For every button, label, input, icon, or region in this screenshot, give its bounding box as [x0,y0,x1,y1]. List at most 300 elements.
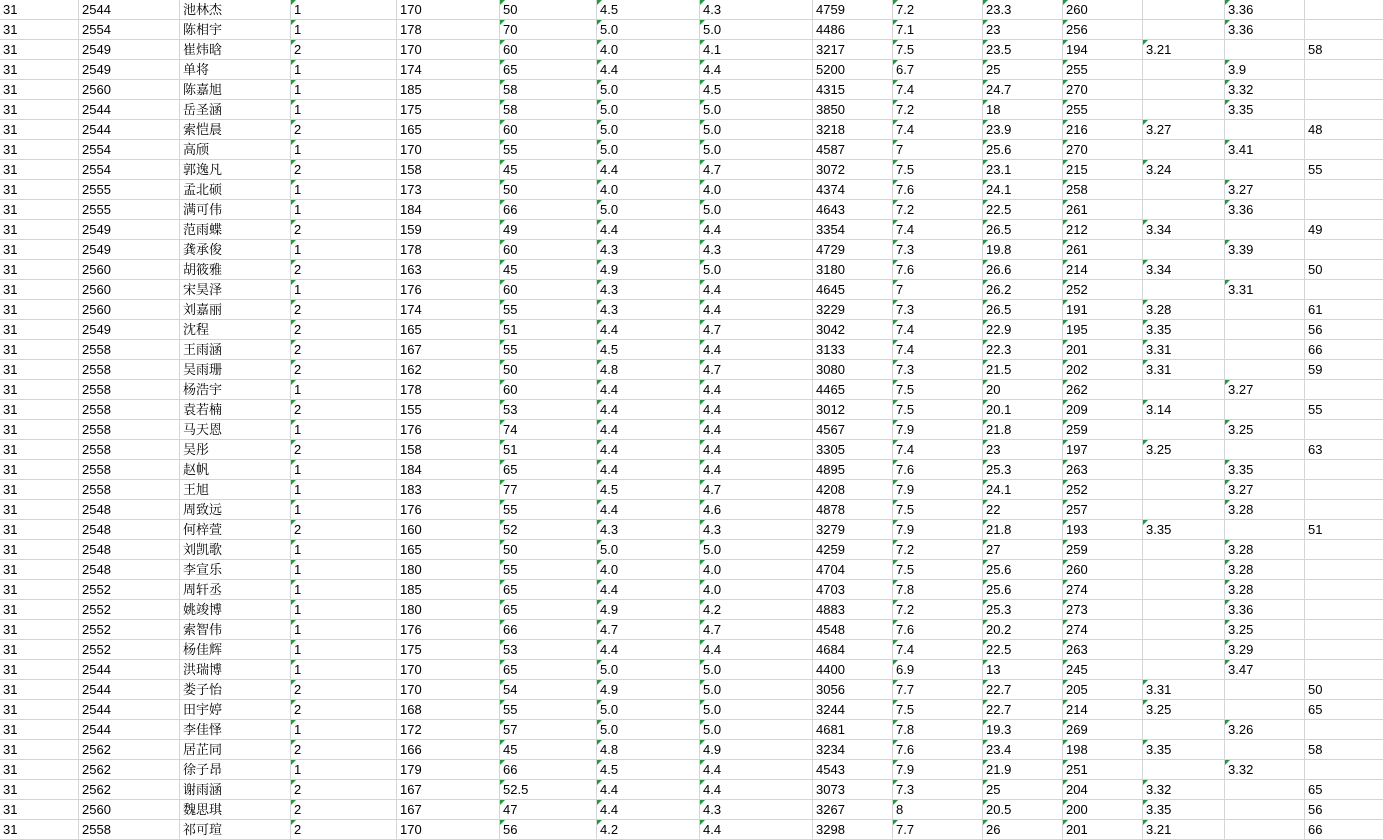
cell-gender[interactable]: 2 [291,440,397,460]
cell-grade[interactable]: 31 [0,420,79,440]
cell-value-c[interactable]: 6.9 [893,660,983,680]
cell-value-f[interactable] [1143,560,1225,580]
cell-score-b[interactable]: 5.0 [700,20,813,40]
cell-value-g[interactable]: 3.35 [1225,460,1305,480]
cell-value-d[interactable]: 20.2 [983,620,1063,640]
cell-weight[interactable]: 55 [500,140,597,160]
cell-value-h[interactable] [1305,80,1384,100]
cell-grade[interactable]: 31 [0,540,79,560]
cell-student-name[interactable]: 龚承俊 [180,240,291,260]
cell-value-d[interactable]: 21.8 [983,520,1063,540]
table-row[interactable] [0,460,1384,480]
cell-class-id[interactable]: 2544 [79,700,180,720]
cell-grade[interactable]: 31 [0,340,79,360]
cell-gender[interactable]: 1 [291,720,397,740]
cell-score-a[interactable]: 4.7 [597,620,700,640]
cell-value-c[interactable]: 7.9 [893,520,983,540]
cell-run-time[interactable]: 4704 [813,560,893,580]
cell-score-b[interactable]: 4.2 [700,600,813,620]
cell-height[interactable]: 174 [397,300,500,320]
cell-value-c[interactable]: 7.6 [893,620,983,640]
cell-value-e[interactable]: 259 [1063,540,1143,560]
table-row[interactable] [0,420,1384,440]
cell-run-time[interactable]: 4400 [813,660,893,680]
cell-student-name[interactable]: 姚竣博 [180,600,291,620]
cell-weight[interactable]: 70 [500,20,597,40]
cell-value-d[interactable]: 26.2 [983,280,1063,300]
cell-value-e[interactable]: 260 [1063,0,1143,20]
table-row[interactable] [0,40,1384,60]
cell-value-h[interactable]: 50 [1305,680,1384,700]
cell-value-f[interactable]: 3.31 [1143,340,1225,360]
cell-score-b[interactable]: 4.4 [700,280,813,300]
cell-value-e[interactable]: 252 [1063,280,1143,300]
cell-grade[interactable]: 31 [0,20,79,40]
cell-run-time[interactable]: 4645 [813,280,893,300]
cell-score-a[interactable]: 4.4 [597,380,700,400]
cell-value-f[interactable] [1143,180,1225,200]
cell-grade[interactable]: 31 [0,780,79,800]
cell-value-d[interactable]: 26.6 [983,260,1063,280]
cell-grade[interactable]: 31 [0,580,79,600]
cell-value-h[interactable] [1305,100,1384,120]
cell-weight[interactable]: 50 [500,360,597,380]
cell-score-b[interactable]: 4.4 [700,460,813,480]
cell-value-e[interactable]: 200 [1063,800,1143,820]
cell-value-d[interactable]: 25 [983,780,1063,800]
cell-class-id[interactable]: 2558 [79,420,180,440]
cell-score-b[interactable]: 4.0 [700,560,813,580]
cell-gender[interactable]: 2 [291,680,397,700]
cell-value-d[interactable]: 23.3 [983,0,1063,20]
cell-value-e[interactable]: 204 [1063,780,1143,800]
cell-value-c[interactable]: 7.7 [893,680,983,700]
cell-height[interactable]: 165 [397,120,500,140]
table-row[interactable] [0,640,1384,660]
cell-weight[interactable]: 65 [500,60,597,80]
cell-score-a[interactable]: 4.4 [597,160,700,180]
cell-value-e[interactable]: 214 [1063,700,1143,720]
cell-value-c[interactable]: 7.4 [893,120,983,140]
cell-value-e[interactable]: 262 [1063,380,1143,400]
cell-value-e[interactable]: 195 [1063,320,1143,340]
cell-value-h[interactable] [1305,600,1384,620]
cell-value-c[interactable]: 7.4 [893,220,983,240]
cell-value-f[interactable] [1143,540,1225,560]
cell-student-name[interactable]: 崔炜晗 [180,40,291,60]
cell-score-a[interactable]: 4.5 [597,0,700,20]
cell-value-f[interactable] [1143,600,1225,620]
cell-run-time[interactable]: 4587 [813,140,893,160]
cell-value-d[interactable]: 25.3 [983,600,1063,620]
cell-class-id[interactable]: 2544 [79,660,180,680]
table-row[interactable] [0,560,1384,580]
cell-value-d[interactable]: 25.6 [983,560,1063,580]
cell-run-time[interactable]: 3229 [813,300,893,320]
cell-score-a[interactable]: 4.3 [597,300,700,320]
cell-student-name[interactable]: 刘凯歌 [180,540,291,560]
cell-gender[interactable]: 1 [291,0,397,20]
cell-height[interactable]: 170 [397,660,500,680]
cell-student-name[interactable]: 池林杰 [180,0,291,20]
cell-gender[interactable]: 1 [291,280,397,300]
cell-class-id[interactable]: 2560 [79,300,180,320]
cell-value-e[interactable]: 273 [1063,600,1143,620]
cell-run-time[interactable]: 4703 [813,580,893,600]
cell-weight[interactable]: 50 [500,180,597,200]
cell-score-b[interactable]: 5.0 [700,660,813,680]
cell-value-g[interactable]: 3.27 [1225,380,1305,400]
cell-value-e[interactable]: 260 [1063,560,1143,580]
cell-value-c[interactable]: 7.3 [893,240,983,260]
cell-value-f[interactable] [1143,660,1225,680]
cell-value-g[interactable] [1225,680,1305,700]
cell-score-a[interactable]: 4.4 [597,580,700,600]
cell-student-name[interactable]: 祁可瑄 [180,820,291,840]
cell-value-g[interactable] [1225,820,1305,840]
cell-height[interactable]: 175 [397,640,500,660]
table-row[interactable] [0,600,1384,620]
cell-student-name[interactable]: 李佳怿 [180,720,291,740]
table-row[interactable] [0,80,1384,100]
cell-value-g[interactable]: 3.28 [1225,560,1305,580]
cell-gender[interactable]: 2 [291,740,397,760]
cell-score-b[interactable]: 5.0 [700,140,813,160]
cell-value-f[interactable]: 3.25 [1143,440,1225,460]
cell-value-c[interactable]: 7 [893,280,983,300]
cell-value-h[interactable] [1305,280,1384,300]
cell-class-id[interactable]: 2558 [79,460,180,480]
cell-value-d[interactable]: 22 [983,500,1063,520]
cell-grade[interactable]: 31 [0,800,79,820]
cell-score-a[interactable]: 4.5 [597,760,700,780]
cell-score-b[interactable]: 4.4 [700,220,813,240]
cell-value-f[interactable]: 3.21 [1143,820,1225,840]
cell-value-d[interactable]: 21.9 [983,760,1063,780]
cell-height[interactable]: 176 [397,500,500,520]
cell-run-time[interactable]: 3133 [813,340,893,360]
cell-value-h[interactable] [1305,560,1384,580]
cell-gender[interactable]: 1 [291,640,397,660]
cell-value-d[interactable]: 22.5 [983,200,1063,220]
cell-student-name[interactable]: 徐子昂 [180,760,291,780]
cell-score-a[interactable]: 4.4 [597,500,700,520]
cell-student-name[interactable]: 王旭 [180,480,291,500]
cell-gender[interactable]: 2 [291,160,397,180]
cell-value-g[interactable] [1225,440,1305,460]
cell-class-id[interactable]: 2544 [79,100,180,120]
cell-value-e[interactable]: 269 [1063,720,1143,740]
cell-height[interactable]: 178 [397,380,500,400]
cell-value-e[interactable]: 256 [1063,20,1143,40]
cell-value-h[interactable] [1305,240,1384,260]
cell-weight[interactable]: 52.5 [500,780,597,800]
cell-weight[interactable]: 60 [500,40,597,60]
cell-value-h[interactable] [1305,720,1384,740]
cell-height[interactable]: 176 [397,280,500,300]
cell-value-c[interactable]: 7.3 [893,360,983,380]
cell-student-name[interactable]: 赵帆 [180,460,291,480]
cell-weight[interactable]: 53 [500,400,597,420]
cell-class-id[interactable]: 2548 [79,520,180,540]
cell-value-c[interactable]: 7.2 [893,540,983,560]
cell-value-g[interactable] [1225,520,1305,540]
cell-gender[interactable]: 2 [291,780,397,800]
cell-value-e[interactable]: 251 [1063,760,1143,780]
cell-gender[interactable]: 1 [291,500,397,520]
cell-student-name[interactable]: 杨佳辉 [180,640,291,660]
cell-height[interactable]: 160 [397,520,500,540]
cell-value-c[interactable]: 7.4 [893,320,983,340]
cell-value-f[interactable] [1143,480,1225,500]
cell-height[interactable]: 173 [397,180,500,200]
cell-grade[interactable]: 31 [0,220,79,240]
cell-value-f[interactable]: 3.32 [1143,780,1225,800]
cell-weight[interactable]: 45 [500,160,597,180]
cell-grade[interactable]: 31 [0,160,79,180]
cell-student-name[interactable]: 索智伟 [180,620,291,640]
cell-student-name[interactable]: 吴雨珊 [180,360,291,380]
cell-grade[interactable]: 31 [0,100,79,120]
cell-score-b[interactable]: 5.0 [700,540,813,560]
cell-score-b[interactable]: 4.1 [700,40,813,60]
cell-height[interactable]: 170 [397,0,500,20]
cell-value-h[interactable]: 65 [1305,780,1384,800]
cell-value-d[interactable]: 21.8 [983,420,1063,440]
cell-class-id[interactable]: 2562 [79,740,180,760]
cell-run-time[interactable]: 4729 [813,240,893,260]
cell-value-e[interactable]: 214 [1063,260,1143,280]
cell-run-time[interactable]: 5200 [813,60,893,80]
cell-height[interactable]: 170 [397,680,500,700]
cell-score-a[interactable]: 4.4 [597,640,700,660]
cell-grade[interactable]: 31 [0,180,79,200]
cell-value-g[interactable]: 3.36 [1225,20,1305,40]
cell-score-b[interactable]: 4.6 [700,500,813,520]
table-row[interactable] [0,480,1384,500]
cell-run-time[interactable]: 4681 [813,720,893,740]
cell-value-d[interactable]: 24.1 [983,480,1063,500]
cell-score-b[interactable]: 4.4 [700,440,813,460]
table-row[interactable] [0,340,1384,360]
cell-student-name[interactable]: 单将 [180,60,291,80]
table-row[interactable] [0,660,1384,680]
cell-value-e[interactable]: 274 [1063,580,1143,600]
cell-value-h[interactable]: 58 [1305,40,1384,60]
cell-grade[interactable]: 31 [0,0,79,20]
cell-weight[interactable]: 65 [500,660,597,680]
cell-value-h[interactable] [1305,420,1384,440]
cell-run-time[interactable]: 3354 [813,220,893,240]
cell-student-name[interactable]: 郭逸凡 [180,160,291,180]
cell-class-id[interactable]: 2552 [79,600,180,620]
cell-grade[interactable]: 31 [0,380,79,400]
cell-value-g[interactable] [1225,740,1305,760]
cell-value-c[interactable]: 7.6 [893,260,983,280]
cell-class-id[interactable]: 2562 [79,760,180,780]
cell-student-name[interactable]: 王雨涵 [180,340,291,360]
cell-class-id[interactable]: 2544 [79,720,180,740]
table-row[interactable] [0,680,1384,700]
cell-score-b[interactable]: 4.4 [700,820,813,840]
cell-student-name[interactable]: 居芷同 [180,740,291,760]
cell-weight[interactable]: 49 [500,220,597,240]
cell-class-id[interactable]: 2560 [79,80,180,100]
cell-height[interactable]: 183 [397,480,500,500]
cell-value-h[interactable]: 50 [1305,260,1384,280]
cell-student-name[interactable]: 孟北硕 [180,180,291,200]
cell-class-id[interactable]: 2552 [79,640,180,660]
cell-height[interactable]: 184 [397,200,500,220]
cell-value-c[interactable]: 7.5 [893,380,983,400]
cell-score-a[interactable]: 4.8 [597,360,700,380]
cell-score-a[interactable]: 5.0 [597,140,700,160]
cell-weight[interactable]: 60 [500,380,597,400]
cell-student-name[interactable]: 范雨蝶 [180,220,291,240]
cell-value-g[interactable]: 3.25 [1225,420,1305,440]
cell-gender[interactable]: 2 [291,800,397,820]
cell-height[interactable]: 170 [397,40,500,60]
cell-value-g[interactable] [1225,800,1305,820]
cell-value-g[interactable] [1225,260,1305,280]
cell-grade[interactable]: 31 [0,60,79,80]
cell-value-e[interactable]: 191 [1063,300,1143,320]
cell-score-a[interactable]: 5.0 [597,120,700,140]
cell-score-b[interactable]: 4.7 [700,160,813,180]
cell-value-g[interactable]: 3.47 [1225,660,1305,680]
cell-weight[interactable]: 47 [500,800,597,820]
cell-weight[interactable]: 58 [500,80,597,100]
table-row[interactable] [0,760,1384,780]
cell-height[interactable]: 167 [397,800,500,820]
table-row[interactable] [0,260,1384,280]
cell-value-f[interactable] [1143,760,1225,780]
cell-run-time[interactable]: 4684 [813,640,893,660]
cell-class-id[interactable]: 2544 [79,680,180,700]
cell-value-d[interactable]: 26 [983,820,1063,840]
table-row[interactable] [0,0,1384,20]
cell-value-c[interactable]: 7.5 [893,500,983,520]
cell-height[interactable]: 170 [397,140,500,160]
cell-run-time[interactable]: 4465 [813,380,893,400]
cell-value-h[interactable]: 56 [1305,800,1384,820]
cell-value-e[interactable]: 212 [1063,220,1143,240]
cell-value-f[interactable]: 3.35 [1143,800,1225,820]
cell-run-time[interactable]: 4643 [813,200,893,220]
cell-class-id[interactable]: 2558 [79,820,180,840]
cell-grade[interactable]: 31 [0,760,79,780]
cell-student-name[interactable]: 娄子怡 [180,680,291,700]
cell-weight[interactable]: 54 [500,680,597,700]
cell-height[interactable]: 176 [397,420,500,440]
cell-score-a[interactable]: 4.4 [597,320,700,340]
cell-value-d[interactable]: 26.5 [983,220,1063,240]
cell-run-time[interactable]: 4895 [813,460,893,480]
cell-height[interactable]: 165 [397,320,500,340]
cell-value-d[interactable]: 18 [983,100,1063,120]
cell-gender[interactable]: 2 [291,520,397,540]
cell-score-a[interactable]: 4.4 [597,800,700,820]
cell-value-e[interactable]: 209 [1063,400,1143,420]
cell-score-b[interactable]: 4.7 [700,360,813,380]
cell-value-c[interactable]: 7.5 [893,400,983,420]
cell-gender[interactable]: 1 [291,180,397,200]
cell-grade[interactable]: 31 [0,680,79,700]
table-row[interactable] [0,320,1384,340]
cell-value-d[interactable]: 20 [983,380,1063,400]
cell-grade[interactable]: 31 [0,700,79,720]
cell-height[interactable]: 165 [397,540,500,560]
cell-grade[interactable]: 31 [0,280,79,300]
cell-class-id[interactable]: 2549 [79,220,180,240]
cell-student-name[interactable]: 索恺晨 [180,120,291,140]
cell-value-h[interactable]: 63 [1305,440,1384,460]
cell-run-time[interactable]: 3056 [813,680,893,700]
cell-weight[interactable]: 53 [500,640,597,660]
cell-value-e[interactable]: 215 [1063,160,1143,180]
cell-height[interactable]: 180 [397,560,500,580]
cell-value-h[interactable] [1305,540,1384,560]
cell-class-id[interactable]: 2549 [79,240,180,260]
cell-grade[interactable]: 31 [0,460,79,480]
cell-score-b[interactable]: 4.4 [700,300,813,320]
cell-run-time[interactable]: 4567 [813,420,893,440]
cell-score-a[interactable]: 5.0 [597,700,700,720]
cell-grade[interactable]: 31 [0,600,79,620]
cell-gender[interactable]: 1 [291,600,397,620]
cell-grade[interactable]: 31 [0,360,79,380]
cell-grade[interactable]: 31 [0,40,79,60]
cell-class-id[interactable]: 2549 [79,320,180,340]
cell-run-time[interactable]: 3244 [813,700,893,720]
table-row[interactable] [0,700,1384,720]
cell-score-b[interactable]: 4.4 [700,640,813,660]
cell-value-e[interactable]: 193 [1063,520,1143,540]
cell-value-d[interactable]: 21.5 [983,360,1063,380]
cell-value-c[interactable]: 7.8 [893,580,983,600]
table-row[interactable] [0,380,1384,400]
cell-gender[interactable]: 1 [291,480,397,500]
cell-gender[interactable]: 2 [291,820,397,840]
cell-weight[interactable]: 55 [500,500,597,520]
cell-value-f[interactable]: 3.14 [1143,400,1225,420]
cell-value-g[interactable] [1225,40,1305,60]
cell-value-h[interactable] [1305,60,1384,80]
cell-value-g[interactable] [1225,360,1305,380]
cell-student-name[interactable]: 高颀 [180,140,291,160]
cell-gender[interactable]: 1 [291,200,397,220]
cell-gender[interactable]: 1 [291,240,397,260]
cell-height[interactable]: 178 [397,20,500,40]
cell-value-e[interactable]: 255 [1063,60,1143,80]
cell-height[interactable]: 172 [397,720,500,740]
cell-class-id[interactable]: 2560 [79,260,180,280]
table-row[interactable] [0,400,1384,420]
cell-value-c[interactable]: 7.5 [893,560,983,580]
cell-height[interactable]: 170 [397,820,500,840]
cell-run-time[interactable]: 4374 [813,180,893,200]
cell-score-a[interactable]: 4.3 [597,520,700,540]
cell-class-id[interactable]: 2552 [79,580,180,600]
cell-value-g[interactable]: 3.32 [1225,760,1305,780]
cell-score-a[interactable]: 5.0 [597,660,700,680]
cell-student-name[interactable]: 沈程 [180,320,291,340]
cell-score-a[interactable]: 4.0 [597,560,700,580]
cell-weight[interactable]: 60 [500,120,597,140]
cell-class-id[interactable]: 2558 [79,360,180,380]
cell-gender[interactable]: 2 [291,40,397,60]
cell-gender[interactable]: 1 [291,540,397,560]
